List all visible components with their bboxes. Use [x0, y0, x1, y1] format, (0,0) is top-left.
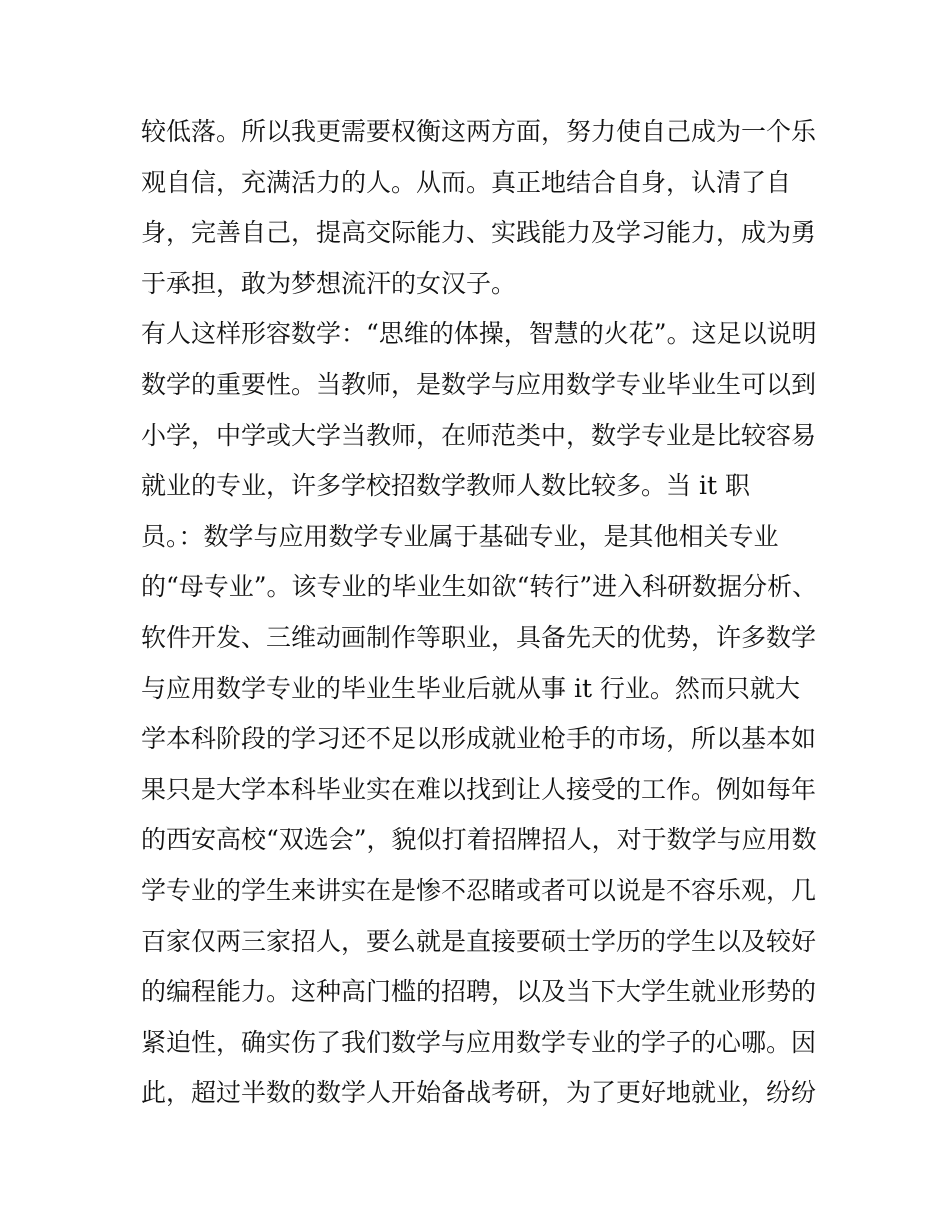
text-line: 紧迫性，确实伤了我们数学与应用数学专业的学子的心哪。因: [141, 1027, 817, 1057]
text-line: 的编程能力。这种高门槛的招聘，以及当下大学生就业形势的: [141, 977, 817, 1007]
text-line: 有人这样形容数学：“思维的体操，智慧的火花”。这足以说明: [141, 319, 817, 349]
text-line: 观自信，充满活力的人。从而。真正地结合自身，认清了自: [141, 167, 792, 197]
text-line: 学专业的学生来讲实在是惨不忍睹或者可以说是不容乐观，几: [141, 875, 817, 905]
text-line: 员。：数学与应用数学专业属于基础专业，是其他相关专业: [141, 521, 779, 551]
text-line: 身，完善自己，提高交际能力、实践能力及学习能力，成为勇: [141, 218, 817, 248]
text-line: 就业的专业，许多学校招数学教师人数比较多。当 it 职: [141, 471, 750, 501]
text-line: 小学，中学或大学当教师，在师范类中，数学专业是比较容易: [141, 420, 817, 450]
text-line: 与应用数学专业的毕业生毕业后就从事 it 行业。然而只就大: [141, 673, 800, 703]
text-line: 软件开发、三维动画制作等职业，具备先天的优势，许多数学: [141, 622, 817, 652]
text-line: 较低落。所以我更需要权衡这两方面，努力使自己成为一个乐: [141, 117, 817, 146]
text-line: 百家仅两三家招人，要么就是直接要硕士学历的学生以及较好: [141, 926, 817, 956]
body-text: [141, 110, 821, 1122]
text-line: 数学的重要性。当教师，是数学与应用数学专业毕业生可以到: [141, 369, 817, 399]
text-line: 此，超过半数的数学人开始备战考研，为了更好地就业，纷纷: [141, 1078, 817, 1108]
text-line: 学本科阶段的学习还不足以形成就业枪手的市场，所以基本如: [141, 724, 817, 754]
text-line: 果只是大学本科毕业实在难以找到让人接受的工作。例如每年: [141, 774, 817, 804]
text-line: 的“母专业”。该专业的毕业生如欲“转行”进入科研数据分析、: [141, 572, 818, 602]
text-line: 于承担，敢为梦想流汗的女汉子。: [141, 268, 517, 298]
text-line: 的西安高校“双选会”，貌似打着招牌招人，对于数学与应用数: [141, 825, 817, 855]
